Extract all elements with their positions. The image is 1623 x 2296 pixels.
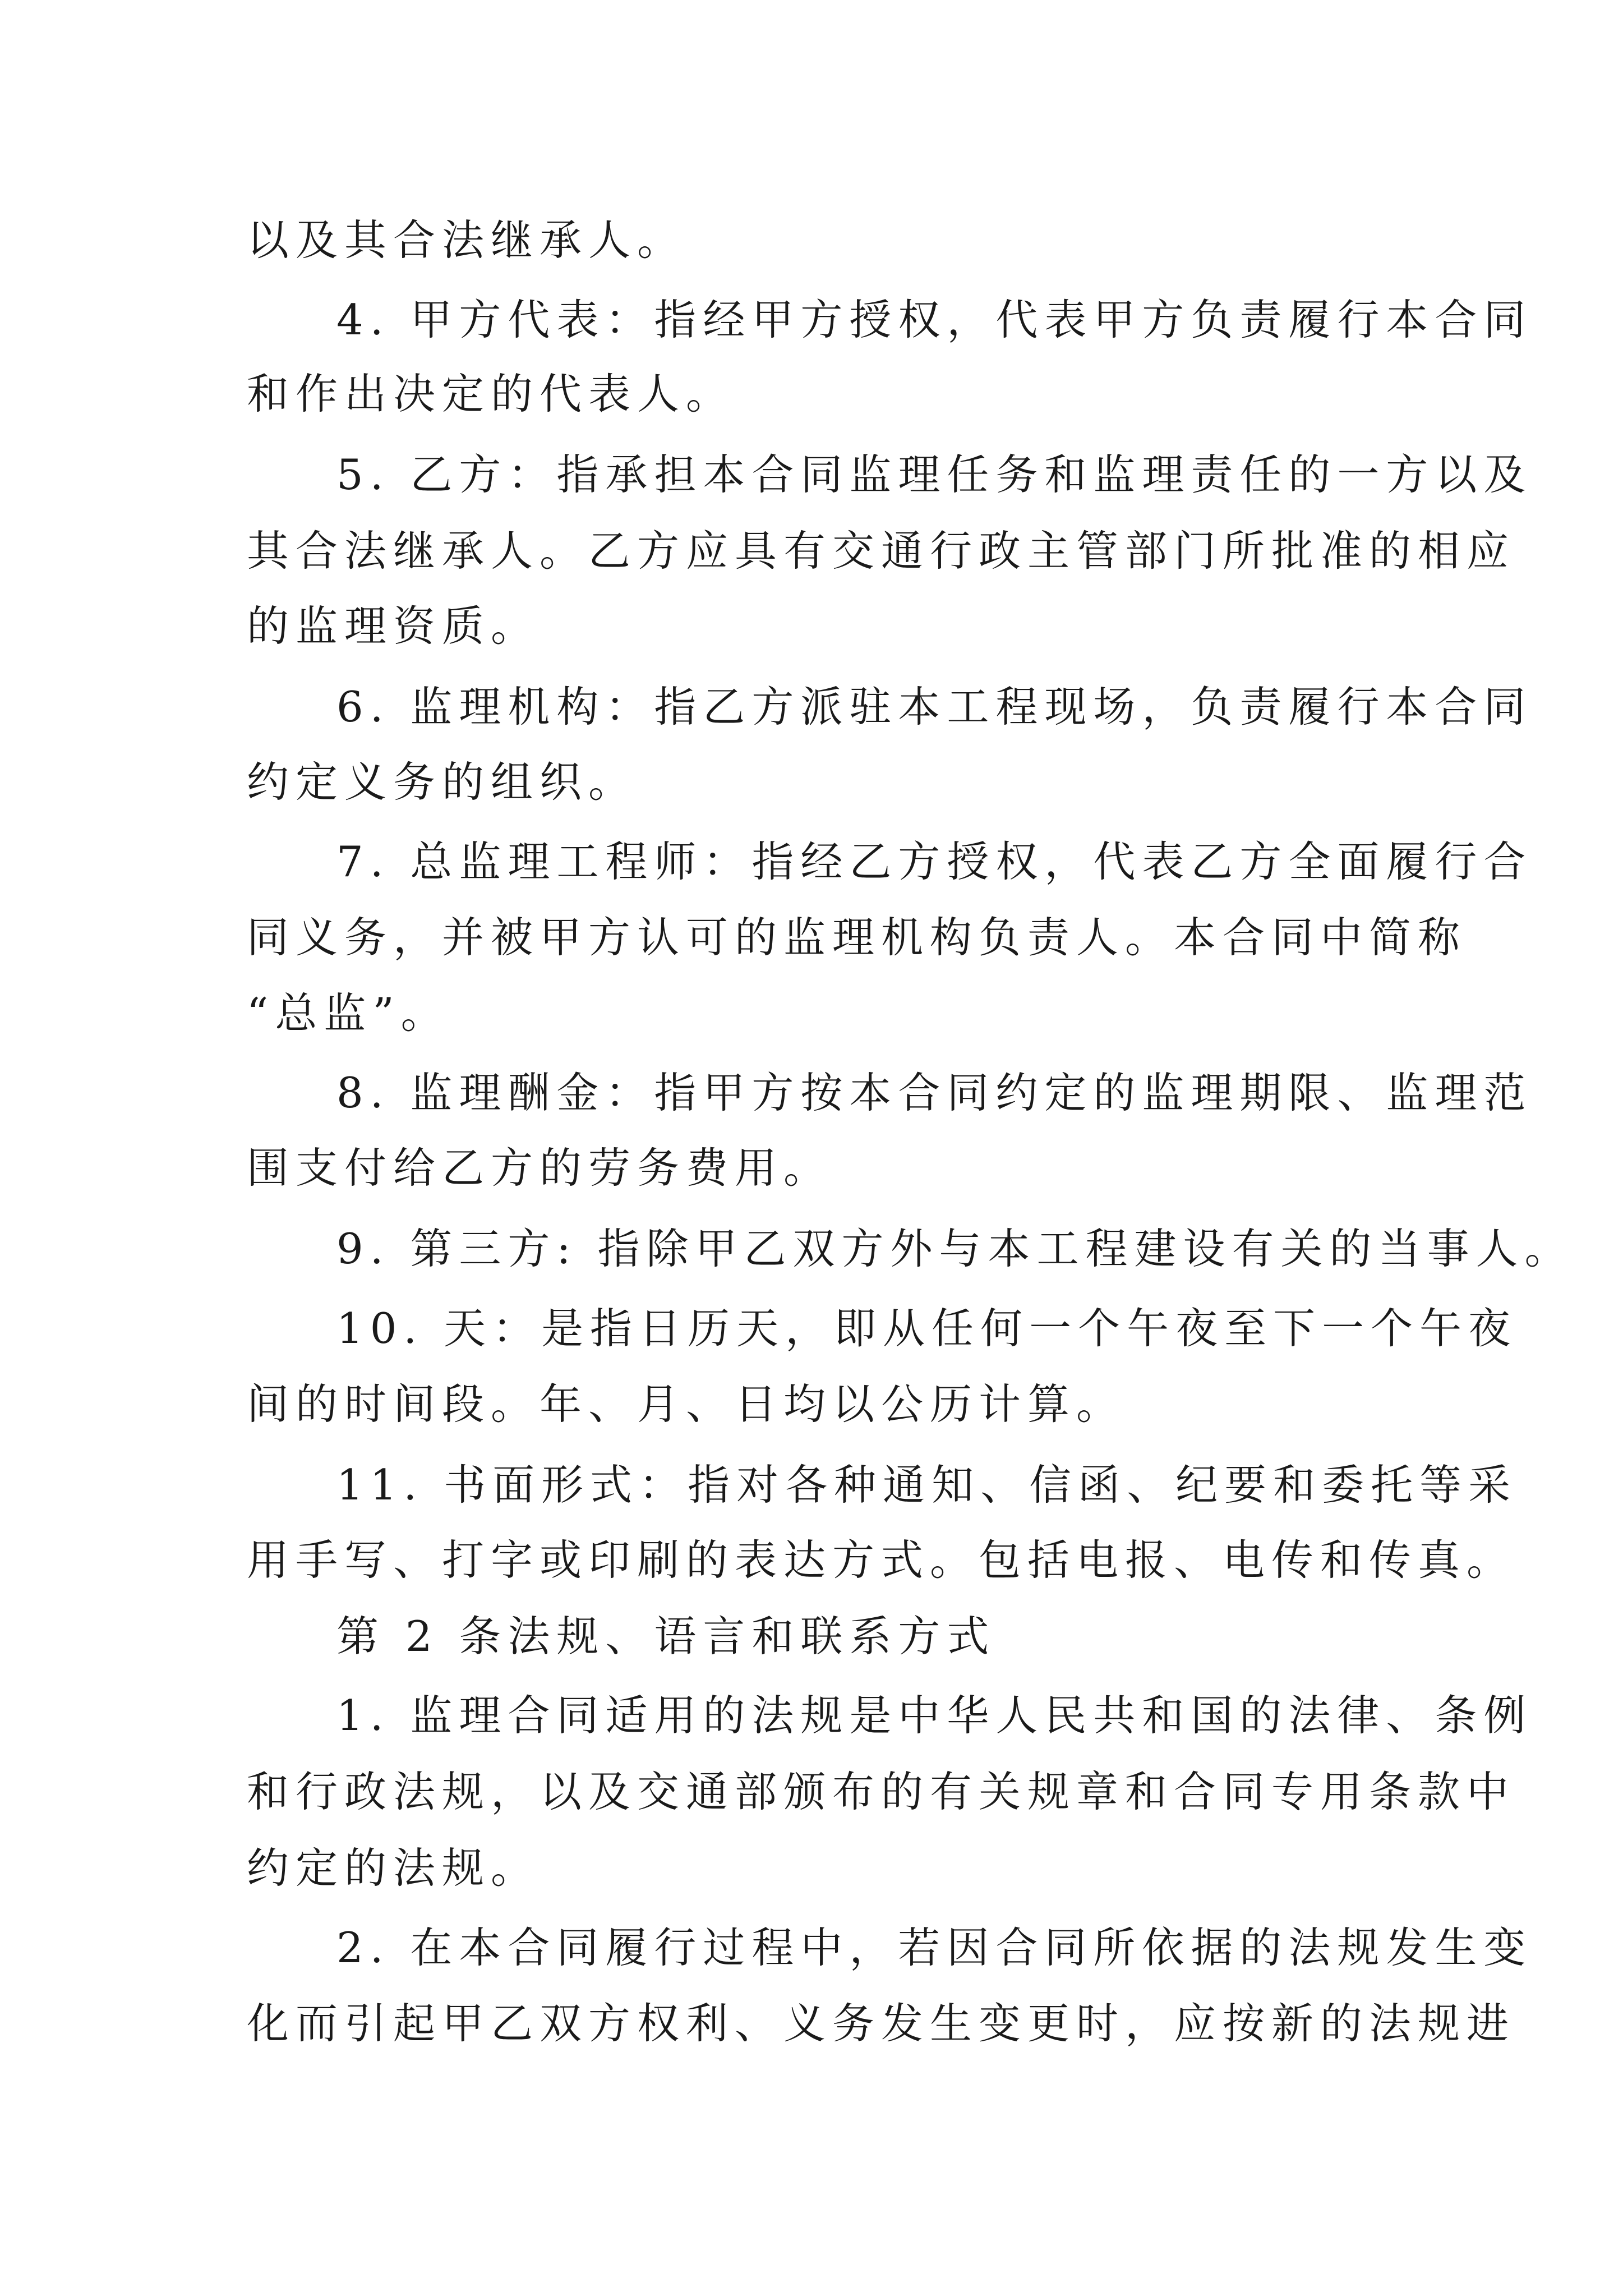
text-line-5: 其合法继承人。乙方应具有交通行政主管部门所批准的相应 [247,526,1516,576]
text-line-23: 2. 在本合同履行过程中，若因合同所依据的法规发生变 [336,1923,1533,1972]
section-heading: 第 2 条法规、语言和联系方式 [336,1612,996,1661]
text-line-17: 11. 书面形式：指对各种通知、信函、纪要和委托等采 [336,1460,1518,1510]
text-line-11: “总监”。 [247,988,450,1038]
text-line-1: 以及其合法继承人。 [247,215,686,265]
text-line-12: 8. 监理酬金：指甲方按本合同约定的监理期限、监理范 [336,1068,1533,1117]
text-line-18: 用手写、打字或印刷的表达方式。包括电报、电传和传真。 [247,1535,1516,1585]
text-line-10: 同义务，并被甲方认可的监理机构负责人。本合同中简称 [247,913,1467,962]
text-line-4: 5. 乙方：指承担本合同监理任务和监理责任的一方以及 [336,450,1533,499]
text-line-9: 7. 总监理工程师：指经乙方授权，代表乙方全面履行合 [336,837,1533,886]
text-line-21: 和行政法规，以及交通部颁布的有关规章和合同专用条款中 [247,1767,1516,1816]
text-line-8: 约定义务的组织。 [247,757,638,807]
text-line-24: 化而引起甲乙双方权利、义务发生变更时，应按新的法规进 [247,1999,1516,2048]
text-line-22: 约定的法规。 [247,1843,540,1893]
text-line-16: 间的时间段。年、月、日均以公历计算。 [247,1379,1126,1429]
text-line-15: 10. 天：是指日历天，即从任何一个午夜至下一个午夜 [336,1304,1518,1353]
text-line-6: 的监理资质。 [247,601,540,651]
text-line-20: 1. 监理合同适用的法规是中华人民共和国的法律、条例 [336,1691,1533,1740]
text-line-3: 和作出决定的代表人。 [247,369,735,418]
text-line-7: 6. 监理机构：指乙方派驻本工程现场，负责履行本合同 [336,682,1533,731]
text-line-14: 9. 第三方: 指除甲乙双方外与本工程建设有关的当事人。 [336,1224,1574,1273]
text-line-13: 围支付给乙方的劳务费用。 [247,1143,833,1193]
text-line-2: 4. 甲方代表：指经甲方授权，代表甲方负责履行本合同 [336,295,1533,344]
